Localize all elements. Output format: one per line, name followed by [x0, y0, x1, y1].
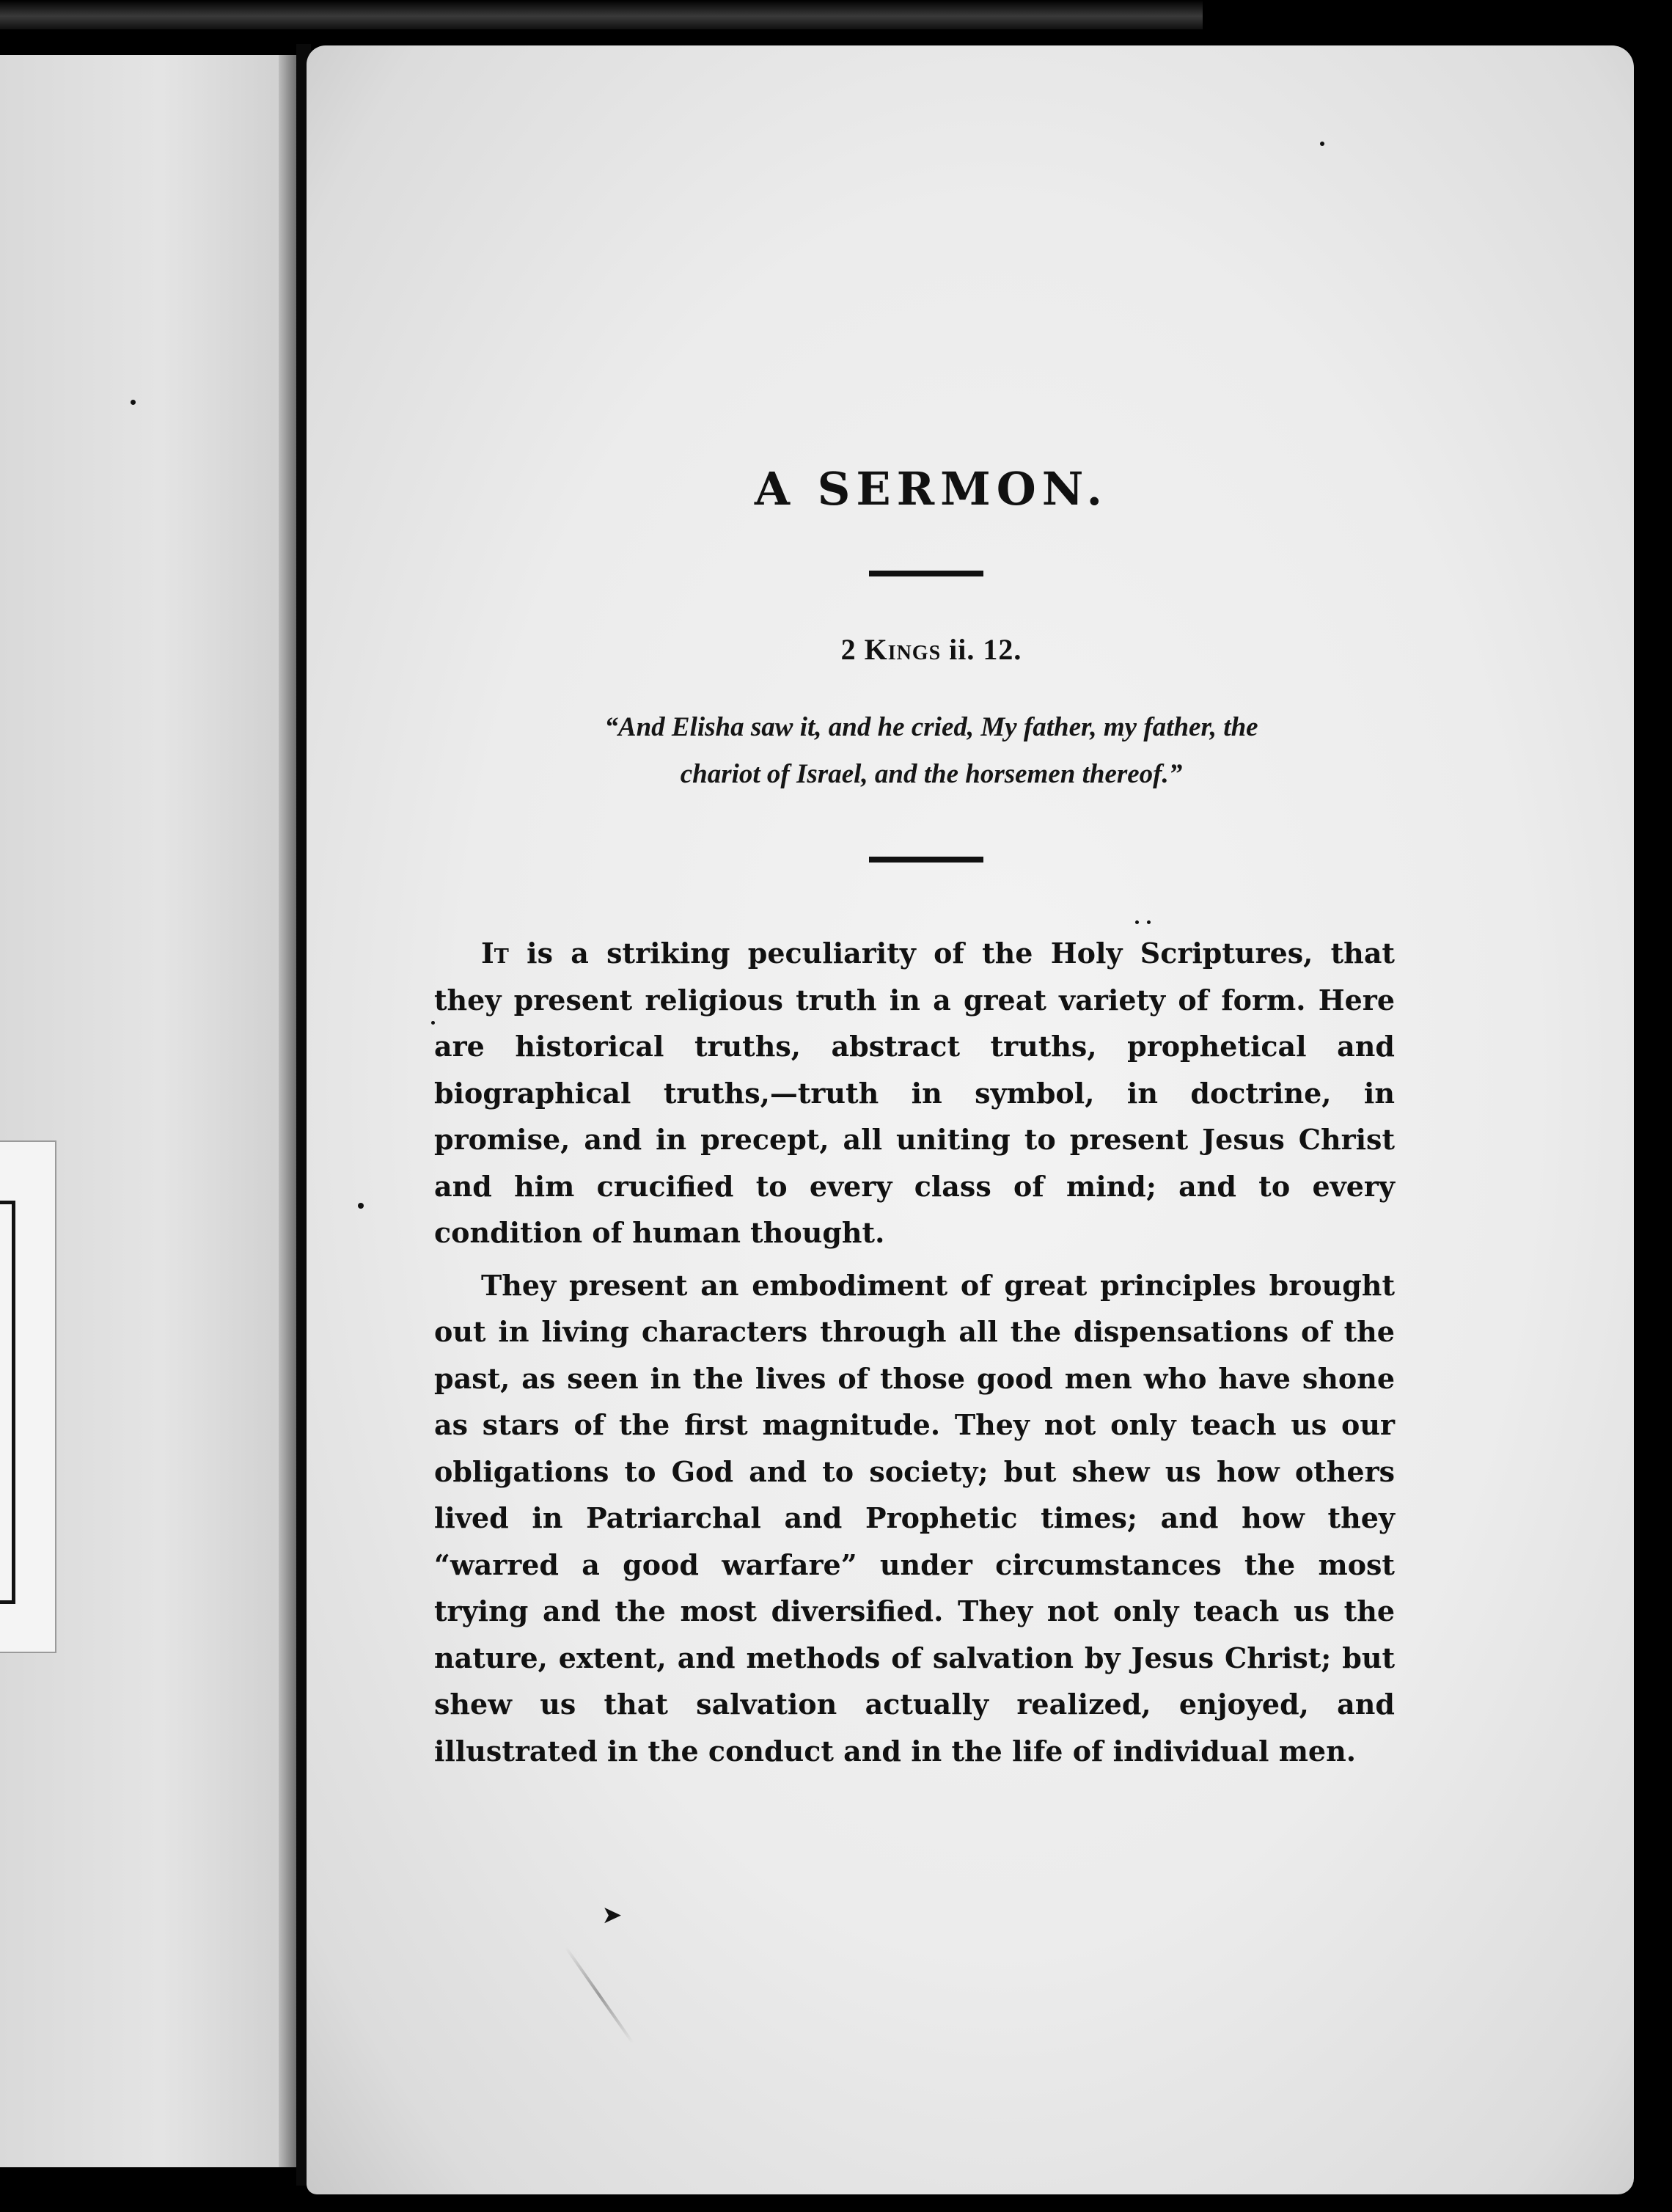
ink-speck — [1320, 142, 1324, 146]
quote-line: “And Elisha saw it, and he cried, My father, my father, the — [604, 712, 1258, 742]
paragraph — [434, 1262, 1395, 1775]
paragraph-text: They present an embodiment of great principles brought out in living characters through all the dispensations of the past, as seen in the lives of those good men who have shone as stars of the first magnitude. They not only teach us our obligations to God and to society; but shew us how others lived in Patriarchal and Prophetic times; and how they “warred a good warfare” under circumstances the most trying and the most diversified. They not only teach us the nature, extent, and methods of salvation by Jesus Christ; but shew us that salvation actually realized, enjoyed, and illustrated in the conduct and in the life of individual men. — [434, 1268, 1395, 1768]
paragraph-text: is a striking peculiarity of the Holy Scriptures, that they present religious truth in a great variety of form. Here are historical truths, abstract truths, prophetical and biographical truths,—truth in symbol, in doctrine, in promise, and in precept, all uniting to present Jesus Christ and him crucified to every class of mind; and to every condition of human thought. — [434, 937, 1395, 1249]
reference-book: Kings — [864, 633, 942, 666]
sermon-body — [434, 930, 1395, 1774]
printer-mark-icon: ➤ — [603, 1903, 622, 1927]
ink-speck — [1147, 920, 1151, 924]
page-title: A SERMON. — [754, 462, 1109, 516]
ink-speck — [1135, 920, 1139, 924]
scan-top-edge — [0, 0, 1203, 29]
quote-line: chariot of Israel, and the horsemen thereof.” — [680, 759, 1183, 789]
ink-speck — [358, 1203, 364, 1209]
label-frame — [0, 1201, 15, 1604]
scripture-quote — [469, 704, 1393, 798]
reference-number: 2 — [840, 633, 857, 666]
paragraph — [434, 930, 1395, 1256]
paragraph-lead-word: It — [481, 937, 509, 970]
title-divider — [869, 571, 983, 576]
facing-page — [0, 55, 293, 2167]
facing-page-label — [0, 1140, 56, 1653]
reference-chapter-verse: ii. 12. — [949, 633, 1022, 666]
scripture-reference — [733, 632, 1129, 667]
quote-divider — [869, 857, 983, 863]
ink-speck — [131, 400, 136, 405]
